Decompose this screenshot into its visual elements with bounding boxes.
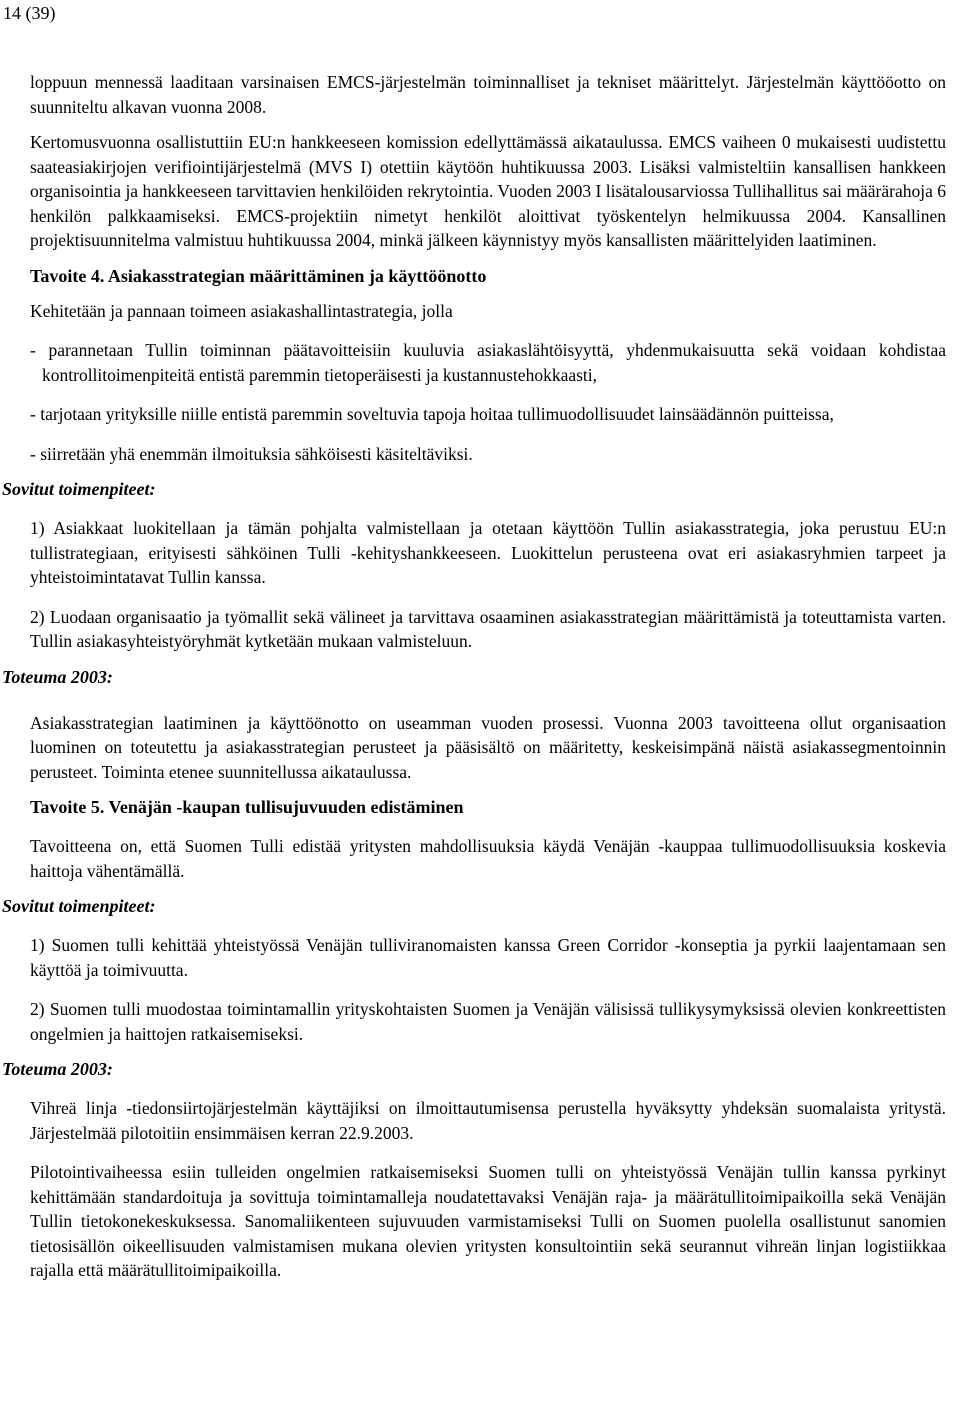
tavoite-5-measure-2: 2) Suomen tulli muodostaa toimintamallin yrityskohtaisten Suomen ja Venäjän välisissä tullikysymyksissä olevien konkreettisten ongelmien ja haittojen ratkaisemiseksi. — [30, 999, 946, 1044]
tavoite-4-bullet-2: - tarjotaan yrityksille niille entistä paremmin soveltuvia tapoja hoitaa tullimuodollisuudet lainsäädännön puitteissa, — [30, 404, 834, 424]
tavoite-4-bullet-3: - siirretään yhä enemmän ilmoituksia sähköisesti käsiteltäviksi. — [30, 443, 473, 464]
heading-tavoite-4: Tavoite 4. Asiakasstrategian määrittäminen ja käyttöönotto — [30, 265, 487, 286]
tavoite-4-bullet-1: - parannetaan Tullin toiminnan päätavoitteisiin kuuluvia asiakaslähtöisyyttä, yhdenmukaisuutta sekä voidaan kohdistaa kontrollitoimenpiteitä entistä paremmin tietoperäisesti ja kustannustehokkaasti, — [30, 340, 946, 385]
paragraph-emcs-progress: Kertomusvuonna osallistuttiin EU:n hankkeeseen komission edellyttämässä aikataulussa. EMCS vaiheen 0 mukaisesti uudistettu saateasiakirjojen verifiointijärjestelmä (MVS I) otettiin käytöön huhtikuussa 2003. Lisäksi valmisteltiin kansallisen hankkeen organisointia ja hankkeeseen tarvittavien henkilöiden rekrytointia. Vuoden 2003 I lisätalousarviossa Tullihallitus sai määrärahoja 6 henkilön palkkaamiseksi. EMCS-projektiin nimetyt henkilöt aloittivat työskentelyn helmikuussa 2004. Kansallinen projektisuunnitelma valmistuu huhtikuussa 2004, minkä jälkeen käynnistyy myös kansallisten määrittelyiden laatiminen. — [30, 132, 946, 250]
tavoite-5-toteuma-2: Pilotointivaiheessa esiin tulleiden ongelmien ratkaisemiseksi Suomen tulli on yhteistyössä Venäjän tullin kanssa pyrkinyt kehittämään standardoituja ja sovittuja toimintamalleja noudatettavaksi Venäjän raja- ja määrätullitoimipaikoilla sekä Venäjän Tullin tietokonekeskuksessa. Sanomaliikenteen sujuvuuden varmistamiseksi Tulli on Suomen puolella osallistunut sanomien tietosisällön oikeellisuuden valmistamisen mukana olevien yritysten konsultointiin sekä seurannut vihreän linjan logistiikkaa rajalla että määrätullitoimipaikoilla. — [30, 1162, 946, 1280]
tavoite-5-intro: Tavoitteena on, että Suomen Tulli edistää yritysten mahdollisuuksia käydä Venäjän -kauppaa tullimuodollisuuksia koskevia haittoja vähentämällä. — [30, 836, 946, 881]
tavoite-4-measure-2: 2) Luodaan organisaatio ja työmallit sekä välineet ja tarvittava osaaminen asiakasstrategian määrittämistä ja toteuttamista varten. Tullin asiakasyhteistyöryhmät kytketään mukaan valmisteluun. — [30, 606, 946, 651]
document-body — [0, 70, 960, 1283]
tavoite-5-toteuma-1: Vihreä linja -tiedonsiirtojärjestelmän käyttäjiksi on ilmoittautumisensa perustella hyväksytty yhdeksän suomalaista yritystä. Järjestelmää pilotoitiin ensimmäisen kerran 22.9.2003. — [30, 1098, 946, 1143]
toteuma-heading: Toteuma 2003: — [2, 666, 113, 687]
tavoite-4-measure-1: 1) Asiakkaat luokitellaan ja tämän pohjalta valmistellaan ja otetaan käyttöön Tullin asiakasstrategia, joka perustuu EU:n tullistrategiaan, erityisesti sähköinen Tulli -kehityshankkeeseen. Luokittelun perusteena ovat eri asiakasryhmien tarpeet ja yhteistoimintatavat Tullin kanssa. — [30, 518, 946, 587]
tavoite-4-toteuma: Asiakasstrategian laatiminen ja käyttöönotto on useamman vuoden prosessi. Vuonna 2003 tavoitteena ollut organisaation luominen on toteutettu ja asiakasstrategian perusteet ja pääsisältö on määritetty, keskeisimpänä näistä asiakassegmentoinnin perusteet. Toiminta etenee suunnitellussa aikataulussa. — [30, 712, 946, 782]
page-number: 14 (39) — [3, 3, 56, 23]
tavoite-4-intro: Kehitetään ja pannaan toimeen asiakashallintastrategia, jolla — [30, 300, 453, 321]
tavoite-5-measure-1: 1) Suomen tulli kehittää yhteistyössä Venäjän tulliviranomaisten kanssa Green Corridor -konseptia ja pyrkii laajentamaan sen käyttöä ja toimivuutta. — [30, 935, 946, 980]
heading-tavoite-5: Tavoite 5. Venäjän -kaupan tullisujuvuuden edistäminen — [30, 797, 464, 817]
sovitut-toimenpiteet-heading: Sovitut toimenpiteet: — [2, 896, 156, 916]
toteuma-heading: Toteuma 2003: — [2, 1059, 113, 1079]
paragraph-emcs-intro: loppuun mennessä laaditaan varsinaisen EMCS-järjestelmän toiminnalliset ja tekniset määrittelyt. Järjestelmän käyttööotto on suunniteltu alkavan vuonna 2008. — [30, 72, 946, 117]
sovitut-toimenpiteet-heading: Sovitut toimenpiteet: — [2, 479, 156, 499]
